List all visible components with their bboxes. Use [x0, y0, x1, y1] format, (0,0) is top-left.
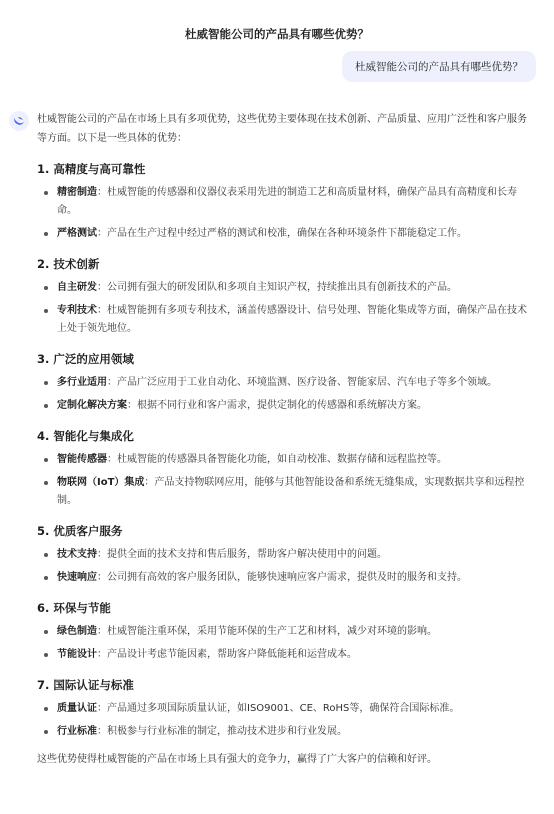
- bullet-list: [37, 700, 529, 741]
- item-label: 多行业适用: [57, 377, 107, 388]
- section-2: [37, 256, 529, 338]
- item-label: 行业标准: [57, 726, 97, 737]
- section-6: [37, 600, 529, 664]
- list-item: [37, 451, 529, 469]
- section-title: 7. 国际认证与标准: [37, 678, 134, 692]
- section-4: [37, 428, 529, 510]
- item-label: 智能传感器: [57, 454, 107, 465]
- assistant-logo-icon: [9, 111, 29, 131]
- list-item: [37, 279, 529, 297]
- item-text: ：杜威智能拥有多项专利技术，涵盖传感器设计、信号处理、智能化集成等方面，确保产品在技术上处于领先地位。: [57, 305, 527, 334]
- list-item: [37, 646, 529, 664]
- page-title: 杜威智能公司的产品具有哪些优势？: [185, 27, 369, 41]
- item-text: ：杜威智能的传感器具备智能化功能，如自动校准、数据存储和远程监控等。: [107, 454, 447, 465]
- bullet-list: [37, 546, 529, 587]
- item-label: 绿色制造: [57, 626, 97, 637]
- item-text: ：公司拥有强大的研发团队和多项自主知识产权，持续推出具有创新技术的产品。: [97, 282, 457, 293]
- list-item: [37, 397, 529, 415]
- section-title: 1. 高精度与高可靠性: [37, 162, 146, 176]
- item-label: 严格测试: [57, 228, 97, 239]
- list-item: [37, 225, 529, 243]
- list-item: [37, 184, 529, 220]
- assistant-logo-svg: [12, 114, 26, 128]
- item-text: ：产品广泛应用于工业自动化、环境监测、医疗设备、智能家居、汽车电子等多个领域。: [107, 377, 497, 388]
- list-item: [37, 700, 529, 718]
- bullet-list: [37, 374, 529, 415]
- section-1: [37, 161, 529, 243]
- item-text: ：杜威智能注重环保，采用节能环保的生产工艺和材料，减少对环境的影响。: [97, 626, 437, 637]
- item-text: ：积极参与行业标准的制定，推动技术进步和行业发展。: [97, 726, 347, 737]
- answer-intro: 杜威智能公司的产品在市场上具有多项优势，这些优势主要体现在技术创新、产品质量、应用广泛性和客户服务等方面。以下是一些具体的优势：: [37, 114, 527, 144]
- section-title: 2. 技术创新: [37, 257, 100, 271]
- list-item: [37, 474, 529, 510]
- item-text: ：根据不同行业和客户需求，提供定制化的传感器和系统解决方案。: [127, 400, 427, 411]
- answer-content: [37, 110, 529, 769]
- section-title: 4. 智能化与集成化: [37, 429, 134, 443]
- section-title: 5. 优质客户服务: [37, 524, 123, 538]
- item-text: ：产品通过多项国际质量认证，如ISO9001、CE、RoHS等，确保符合国际标准。: [97, 703, 460, 714]
- bullet-list: [37, 623, 529, 664]
- item-label: 物联网（IoT）集成: [57, 477, 145, 488]
- list-item: [37, 374, 529, 392]
- item-text: ：杜威智能的传感器和仪器仪表采用先进的制造工艺和高质量材料，确保产品具有高精度和长寿命。: [57, 187, 517, 216]
- assistant-message: [9, 110, 539, 769]
- section-title: 3. 广泛的应用领域: [37, 352, 134, 366]
- list-item: [37, 723, 529, 741]
- list-item: [37, 546, 529, 564]
- item-label: 定制化解决方案: [57, 400, 127, 411]
- item-label: 技术支持: [57, 549, 97, 560]
- item-label: 节能设计: [57, 649, 97, 660]
- section-7: [37, 677, 529, 741]
- item-text: ：产品设计考虑节能因素，帮助客户降低能耗和运营成本。: [97, 649, 357, 660]
- answer-outro: 这些优势使得杜威智能的产品在市场上具有强大的竞争力，赢得了广大客户的信赖和好评。: [37, 754, 437, 765]
- list-item: [37, 569, 529, 587]
- item-text: ：产品在生产过程中经过严格的测试和校准，确保在各种环境条件下都能稳定工作。: [97, 228, 467, 239]
- item-label: 自主研发: [57, 282, 97, 293]
- item-text: ：公司拥有高效的客户服务团队，能够快速响应客户需求，提供及时的服务和支持。: [97, 572, 467, 583]
- bullet-list: [37, 279, 529, 338]
- section-5: [37, 523, 529, 587]
- section-3: [37, 351, 529, 415]
- bullet-list: [37, 451, 529, 510]
- item-label: 快速响应: [57, 572, 97, 583]
- list-item: [37, 623, 529, 641]
- bullet-list: [37, 184, 529, 243]
- section-title: 6. 环保与节能: [37, 601, 111, 615]
- item-text: ：产品支持物联网应用，能够与其他智能设备和系统无缝集成，实现数据共享和远程控制。: [57, 477, 525, 506]
- item-label: 质量认证: [57, 703, 97, 714]
- list-item: [37, 302, 529, 338]
- item-label: 精密制造: [57, 187, 97, 198]
- item-text: ：提供全面的技术支持和售后服务，帮助客户解决使用中的问题。: [97, 549, 387, 560]
- user-message-bubble: 杜威智能公司的产品具有哪些优势？: [342, 51, 536, 82]
- item-label: 专利技术: [57, 305, 97, 316]
